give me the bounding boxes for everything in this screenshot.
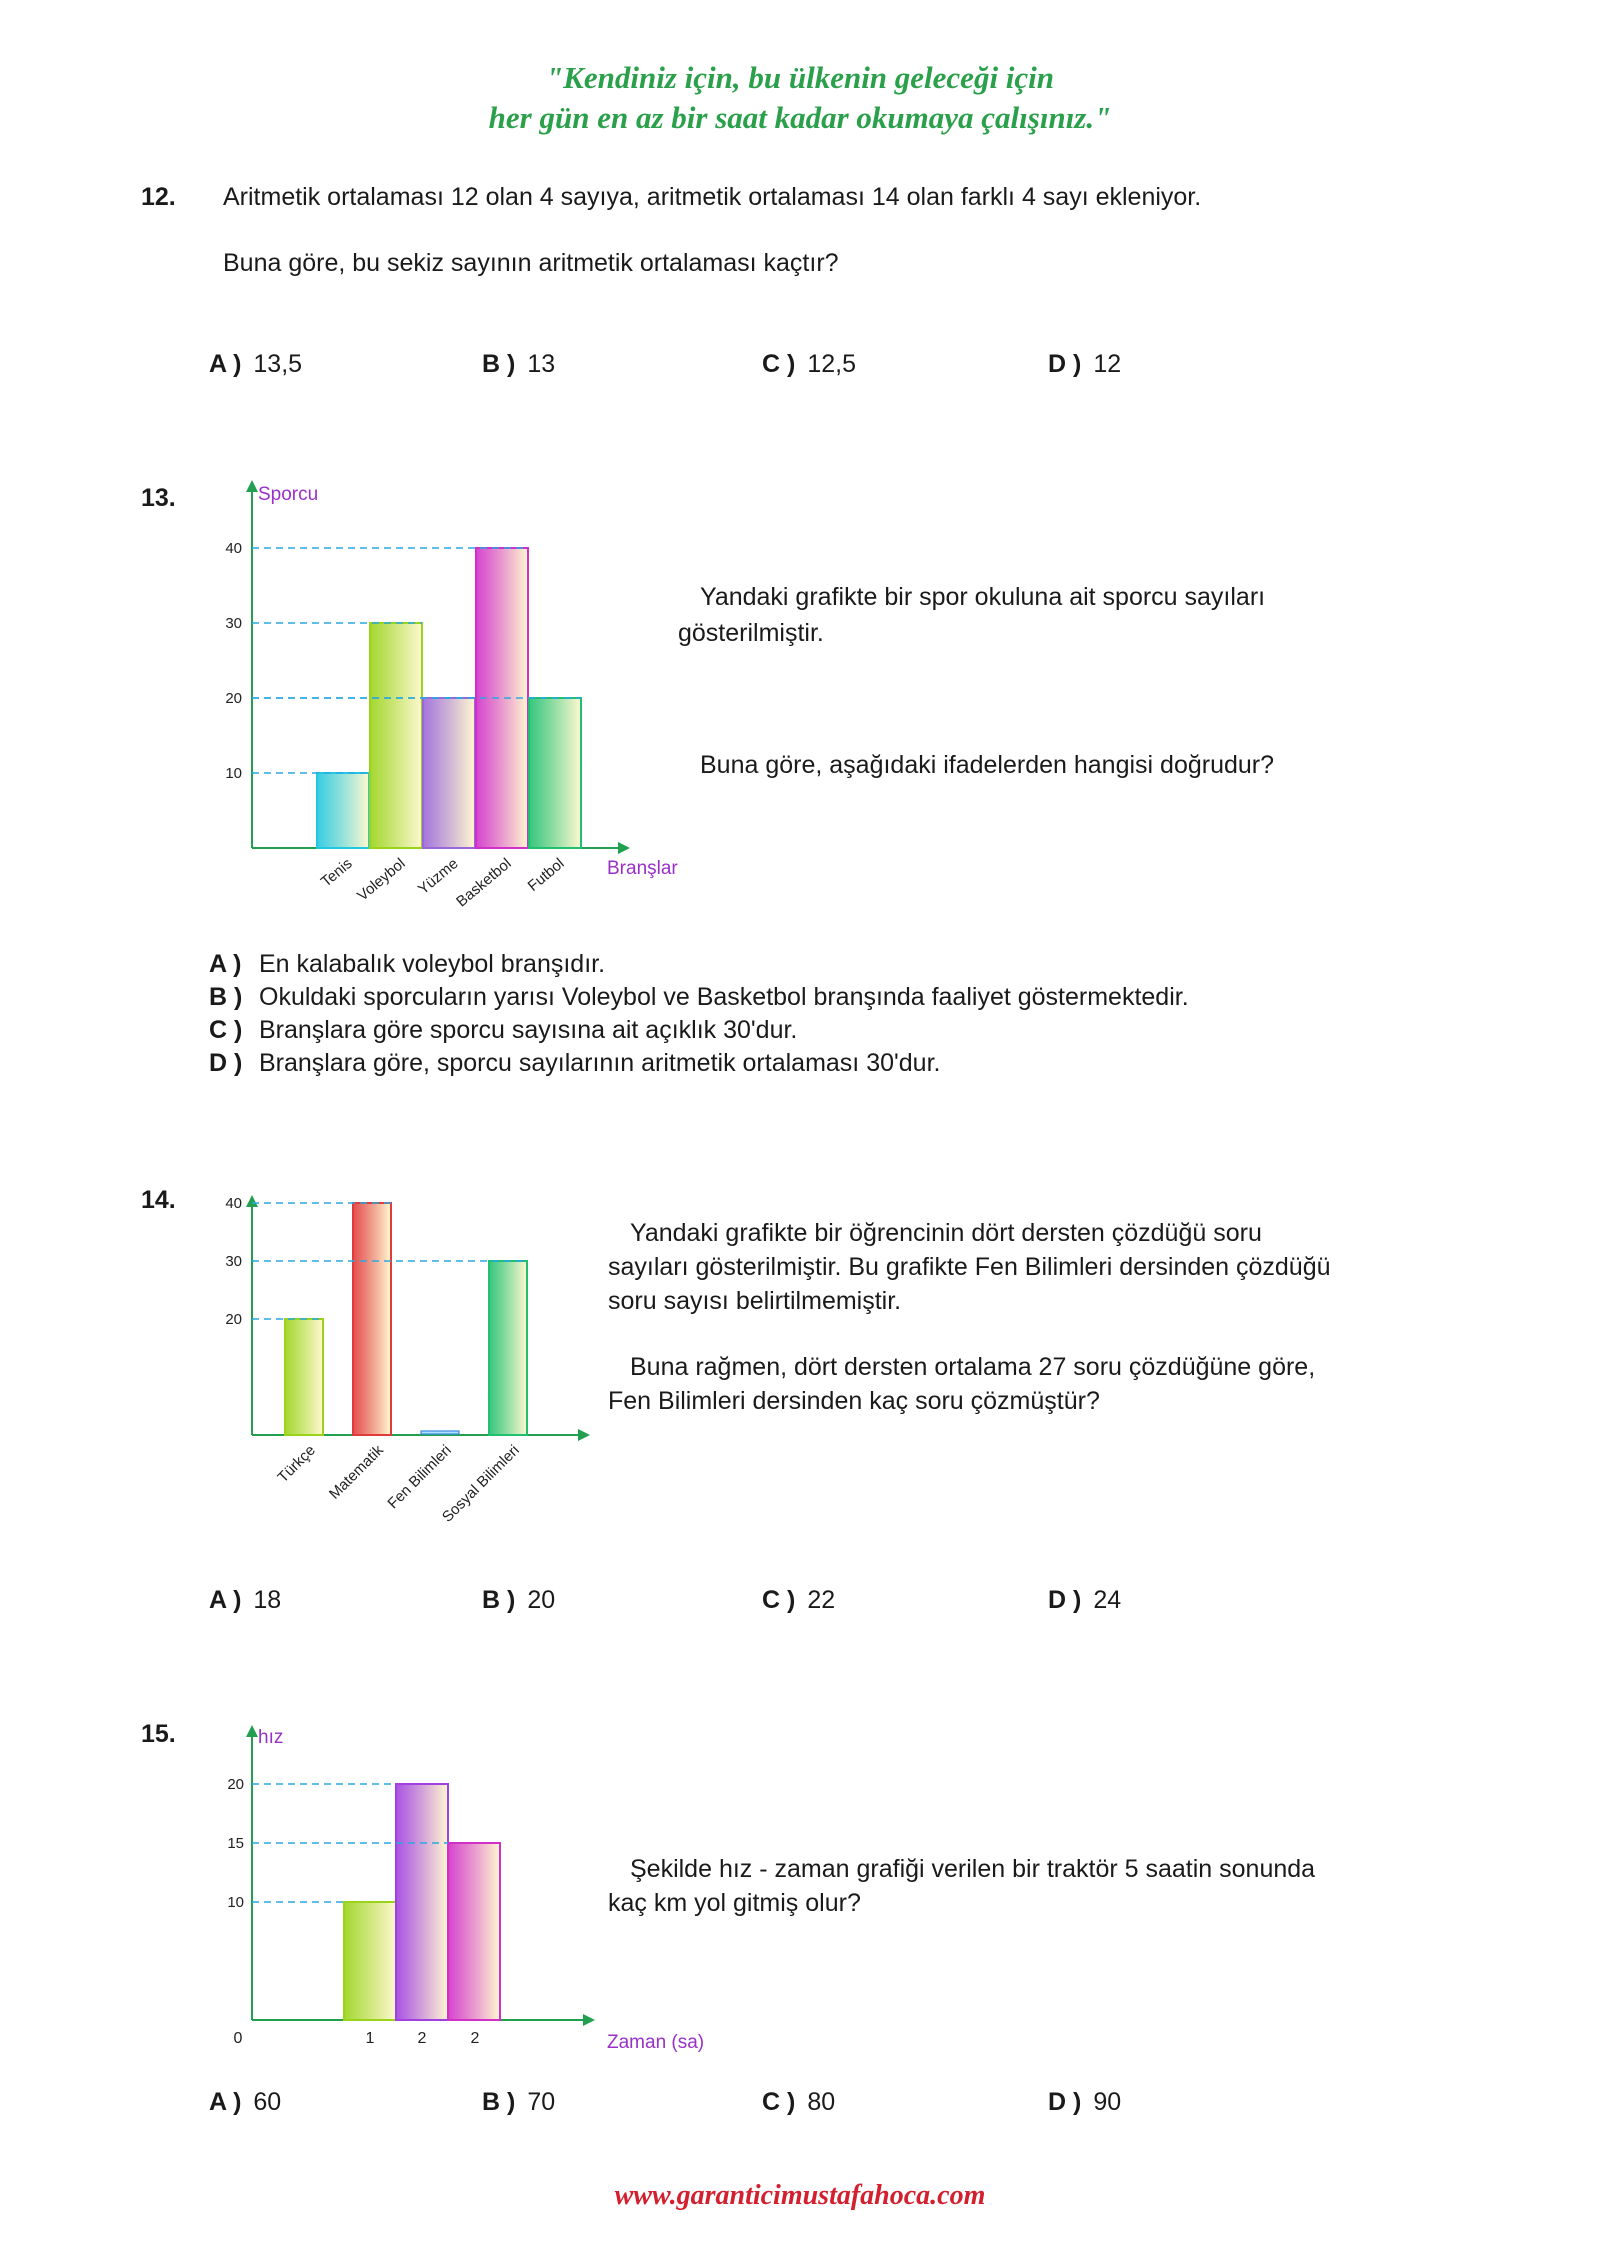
y-tick-label: 40	[225, 1195, 242, 1212]
y-axis-label: hız	[258, 1727, 284, 1748]
motto-line-2: her gün en az bir saat kadar okumaya çalışınız."	[488, 100, 1112, 135]
q15-line-2: kaç km yol gitmiş olur?	[608, 1889, 861, 1917]
q14-option-c[interactable]: C ) 22	[762, 1586, 836, 1614]
soru-bar-unknown	[421, 1431, 459, 1434]
y-tick-label: 10	[225, 765, 242, 782]
q15-option-a[interactable]: A ) 60	[209, 2088, 282, 2116]
x-axis-arrow	[618, 842, 630, 854]
chart-sporcu-branslar	[200, 470, 720, 930]
sporcu-bar	[423, 698, 475, 848]
y-tick-label: 15	[227, 1835, 244, 1852]
chart-soru-dersler	[200, 1195, 600, 1535]
y-tick-label: 20	[225, 690, 242, 707]
q13-option-c[interactable]: C ) Branşlara göre sporcu sayısına ait açıklık 30'dur.	[209, 1016, 798, 1044]
x-axis-arrow	[578, 1429, 590, 1441]
x-axis-label: Zaman (sa)	[607, 2032, 705, 2053]
y-tick-label: 40	[225, 540, 242, 557]
q13-text1-line-1: Yandaki grafikte bir spor okuluna ait sporcu sayıları	[700, 583, 1266, 611]
x-category-label: Tenis	[317, 855, 356, 891]
q12-option-b[interactable]: B ) 13	[482, 350, 556, 378]
q14-option-d[interactable]: D ) 24	[1048, 1586, 1122, 1614]
x-category-label: Yüzme	[414, 855, 462, 899]
q15-option-d[interactable]: D ) 90	[1048, 2088, 1122, 2116]
y-tick-label: 30	[225, 615, 242, 632]
q15-number: 15.	[141, 1720, 176, 1748]
q12-line-2: Buna göre, bu sekiz sayının aritmetik ortalaması kaçtır?	[223, 249, 839, 277]
q14-p2-line-2: Fen Bilimleri dersinden kaç soru çözmüştür?	[608, 1387, 1100, 1415]
x-category-label: Matematik	[325, 1441, 387, 1503]
soru-bar	[353, 1203, 391, 1435]
q13-option-a[interactable]: A ) En kalabalık voleybol branşıdır.	[209, 950, 606, 978]
y-axis-arrow	[246, 480, 258, 492]
q13-option-d[interactable]: D ) Branşlara göre, sporcu sayılarının aritmetik ortalaması 30'dur.	[209, 1049, 941, 1077]
x-category-label: Basketbol	[453, 855, 515, 911]
q15-option-b[interactable]: B ) 70	[482, 2088, 556, 2116]
q13-option-b[interactable]: B ) Okuldaki sporcuların yarısı Voleybol ve Basketbol branşında faaliyet göstermektedir.	[209, 983, 1189, 1011]
q13-text2: Buna göre, aşağıdaki ifadelerden hangisi doğrudur?	[700, 751, 1275, 779]
x-tick-label: 2	[417, 2030, 427, 2047]
x-category-label: Sosyal Bilimleri	[438, 1441, 523, 1526]
x-category-label: Futbol	[524, 855, 568, 895]
x-category-label: Voleybol	[354, 855, 409, 905]
q12-option-a[interactable]: A ) 13,5	[209, 350, 303, 378]
y-tick-label: 30	[225, 1253, 242, 1270]
q12-line-1: Aritmetik ortalaması 12 olan 4 sayıya, aritmetik ortalaması 14 olan farklı 4 sayı ekleniyor.	[223, 183, 1202, 211]
y-tick-label: 20	[227, 1776, 244, 1793]
hiz-bar	[344, 1902, 396, 2020]
q14-p2-line-1: Buna rağmen, dört dersten ortalama 27 soru çözdüğüne göre,	[630, 1353, 1316, 1381]
y-axis-label: Sporcu	[258, 484, 319, 505]
x-axis-arrow	[583, 2014, 595, 2026]
q12-number: 12.	[141, 183, 176, 211]
x-category-label: Türkçe	[274, 1441, 319, 1487]
x-tick-label: 0	[233, 2030, 243, 2047]
q14-option-a[interactable]: A ) 18	[209, 1586, 282, 1614]
y-axis-arrow	[246, 1725, 258, 1737]
y-tick-label: 20	[225, 1311, 242, 1328]
q15-option-c[interactable]: C ) 80	[762, 2088, 836, 2116]
q13-text1-line-2: gösterilmiştir.	[678, 619, 824, 647]
x-category-label: Fen Bilimleri	[384, 1441, 455, 1513]
q14-number: 14.	[141, 1186, 176, 1214]
soru-bar	[489, 1261, 527, 1435]
q15-line-1: Şekilde hız - zaman grafiği verilen bir traktör 5 saatin sonunda	[630, 1855, 1316, 1883]
q13-number: 13.	[141, 484, 176, 512]
q12-option-d[interactable]: D ) 12	[1048, 350, 1122, 378]
y-tick-label: 10	[227, 1894, 244, 1911]
q14-p1-line-1: Yandaki grafikte bir öğrencinin dört dersten çözdüğü soru	[630, 1219, 1262, 1247]
q12-option-c[interactable]: C ) 12,5	[762, 350, 856, 378]
y-axis-arrow	[246, 1195, 258, 1207]
q14-p1-line-2: sayıları gösterilmiştir. Bu grafikte Fen Bilimleri dersinden çözdüğü	[608, 1253, 1331, 1281]
sporcu-bar	[370, 623, 422, 848]
x-axis-label: Branşlar	[607, 858, 678, 879]
hiz-bar	[396, 1784, 448, 2020]
x-tick-label: 1	[365, 2030, 375, 2047]
hiz-bar	[448, 1843, 500, 2020]
sporcu-bar	[529, 698, 581, 848]
soru-bar	[285, 1319, 323, 1435]
q14-p1-line-3: soru sayısı belirtilmemiştir.	[608, 1287, 902, 1315]
footer-website: www.garanticimustafahoca.com	[614, 2180, 986, 2211]
sporcu-bar	[317, 773, 369, 848]
x-tick-label: 2	[470, 2030, 480, 2047]
q14-option-b[interactable]: B ) 20	[482, 1586, 556, 1614]
motto-line-1: "Kendiniz için, bu ülkenin geleceği için	[545, 60, 1055, 95]
